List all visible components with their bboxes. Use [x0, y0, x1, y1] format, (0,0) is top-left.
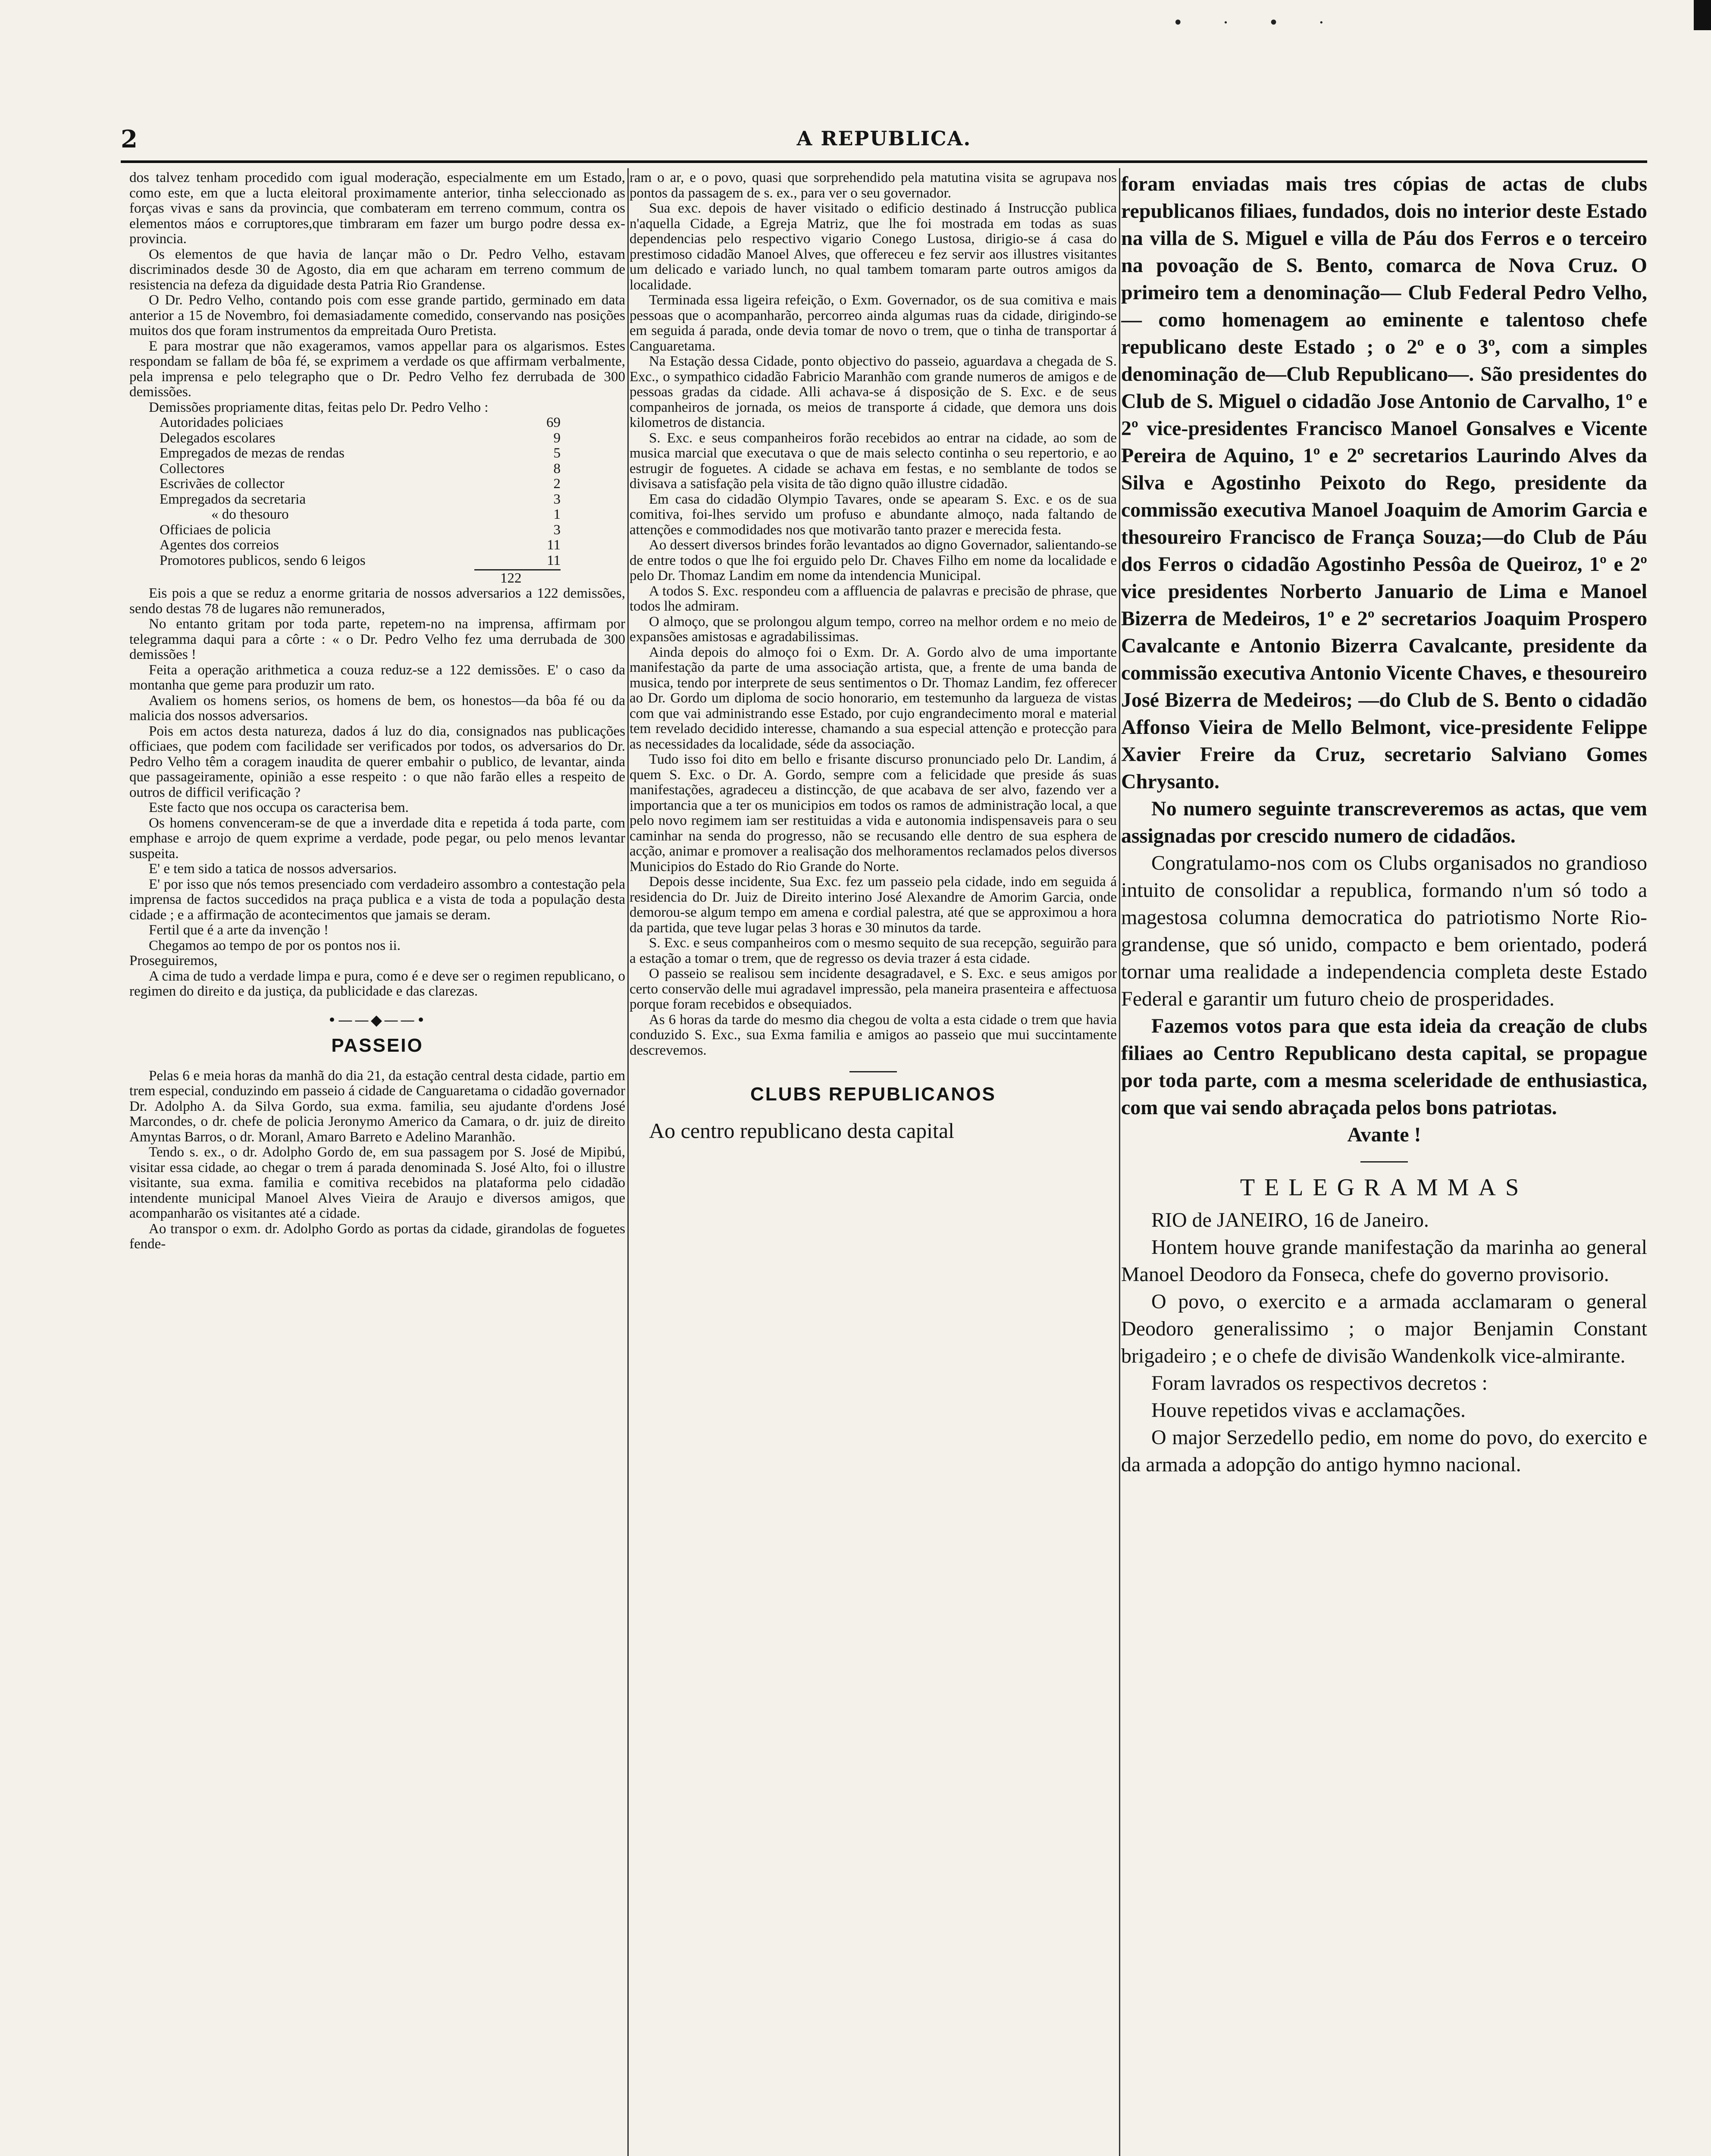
paragraph: Avaliem os homens serios, os homens de bem, os honestos—da bôa fé ou da malicia dos nossos adversarios.: [129, 693, 625, 724]
paragraph: Sua exc. depois de haver visitado o edificio destinado á Instrucção publica n'aquella Cidade, a Egreja Matriz, que lhe foi mostrada em todas as suas dependencias pelo respectivo vigario Conego Lustosa, dirigio-se á casa do prestimoso cidadão Manoel Alves, que offereceu e fez servir aos illustres visitantes um delicado e variado lunch, no qual tambem tomaram parte outros amigos da localidade.: [630, 201, 1117, 293]
paragraph: E' e tem sido a tatica de nossos adversarios.: [149, 861, 397, 877]
ornament-divider: •——◆——•: [327, 1011, 427, 1029]
column-3: [1121, 170, 1647, 2156]
paragraph: Tudo isso foi dito em bello e frisante discurso pronunciado pelo Dr. Landim, á quem S. Exc. o Dr. A. Gordo, sempre com a felicidade que preside ás suas manifestações, agradeceu a distincção, de que acabava de ser alvo, fazendo ver a importancia que a ter os municipios em todos os ramos de administração local, a que pelo novo regimem iam ser restituidas a vida e autonomia indispensaveis para o seu caminhar na senda do progresso, não se recusando elle dentro de sua esphera de acção, animar e promover a realisação dos melhoramentos reclamados pelos diversos Municipios do Estado do Rio Grande do Norte.: [630, 752, 1117, 874]
paragraph: Em casa do cidadão Olympio Tavares, onde se apearam S. Exc. e os de sua comitiva, foi-lhes servido um profuso e abundante almoço, nada faltando de attenções e commodidades nos que motivarão tanto prazer e merecida festa.: [630, 491, 1117, 538]
paragraph: No numero seguinte transcreveremos as actas, que vem assignadas por crescido numero de cidadãos.: [1121, 797, 1647, 847]
paragraph: Chegamos ao tempo de por os pontos nos ii.: [149, 937, 401, 953]
paragraph: No entanto gritam por toda parte, repetem-no na imprensa, affirmam por telegramma daqui para a côrte : « o Dr. Pedro Velho fez uma derrubada de 300 demissões !: [129, 616, 625, 662]
section-rule: [1360, 1161, 1408, 1163]
paragraph: Os homens convenceram-se de que a inverdade dita e repetida á toda parte, com emphase e arrojo de quem exprime a verdade, pode pegar, ou pelo menos levantar suspeita.: [129, 815, 625, 862]
table-row: Agentes dos correios 11: [160, 537, 561, 553]
table-row: Officiaes de policia 3: [160, 522, 561, 538]
paragraph: Hontem houve grande manifestação da marinha ao general Manoel Deodoro da Fonseca, chefe do governo provisorio.: [1121, 1236, 1647, 1286]
paragraph: Eis pois a que se reduz a enorme gritaria de nossos adversarios a 122 demissões, sendo destas 78 de lugares não remunerados,: [129, 586, 625, 617]
paragraph: O passeio se realisou sem incidente desagradavel, e S. Exc. e seus amigos por certo conservão delle mui agradavel impressão, pela maneira prasenteira e affectuosa porque foram recebidos e obsequiados.: [630, 966, 1117, 1012]
table-row: Collectores 8: [160, 461, 561, 476]
paragraph: Fazemos votos para que esta ideia da creação de clubs filiaes ao Centro Republicano desta capital, se propague por toda parte, com a mesma sceleridade de enthusiastica, com que vai sendo abraçada pelos bons patriotas.: [1121, 1015, 1647, 1119]
paragraph: Os elementos de que havia de lançar mão o Dr. Pedro Velho, estavam discriminados desde 30 de Agosto, dia em que acharam em terreno commum de resistencia na defeza da diguidade desta Patria Rio Grandense.: [129, 246, 625, 293]
paragraph: Proseguiremos,: [129, 953, 218, 968]
paragraph: Este facto que nos occupa os caracterisa bem.: [149, 800, 409, 815]
print-specks: • · • ·: [1173, 13, 1341, 33]
section-title-passeio: PASSEIO: [331, 1034, 423, 1056]
paragraph: O povo, o exercito e a armada acclamaram o general Deodoro generalissimo ; o major Benjamin Constant brigadeiro ; e o chefe de divisão Wandenkolk vice-almirante.: [1121, 1290, 1647, 1367]
paragraph: A todos S. Exc. respondeu com a affluencia de palavras e precisão de phrase, que todos lhe admiram.: [630, 583, 1117, 614]
column-rule-2: [1119, 168, 1120, 2156]
table-row: Empregados de mezas de rendas 5: [160, 445, 561, 461]
table-row: Autoridades policiaes 69: [160, 415, 561, 430]
paragraph: ram o ar, e o povo, quasi que sorprehendido pela matutina visita se agrupava nos pontos da passagem de s. ex., para ver o seu governador.: [630, 170, 1117, 201]
paragraph: dos talvez tenham procedido com igual moderação, especialmente em um Estado, como este, em que a lucta eleitoral proximamente anterior, tinha seleccionado as forças vivas e sans da provincia, que combateram em terreno commum, contra os elementos máos e corruptores,que timbraram em fazer um burgo podre dessa ex-provincia.: [129, 170, 625, 247]
page-number: 2: [121, 125, 138, 154]
section-title-telegrammas: TELEGRAMMAS: [1240, 1174, 1529, 1201]
section-title-clubs: CLUBS REPUBLICANOS: [750, 1084, 996, 1105]
table-row: « do thesouro 1: [211, 507, 561, 522]
paragraph: Pois em actos desta natureza, dados á luz do dia, consignados nas publicações officiaes, que podem com facilidade ser verificados por todos, os adversarios do Dr. Pedro Velho têm a coragem inaudita de querer embahir o publico, de levantar, ainda que passageiramente, opinião a esse respeito : o que não farão elles a respeito de outros de difficil verificação ?: [129, 723, 625, 800]
table-total: 122: [500, 570, 522, 586]
paragraph: Ao centro republicano desta capital: [649, 1119, 955, 1143]
paragraph: E para mostrar que não exageramos, vamos appellar para os algarismos. Estes respondam se fallam de bôa fé, se exprimem a verdade os que affirmam verbalmente, pela imprensa e pelo telegrapho que o Dr. Pedro Velho fez derrubada de 300 demissões.: [129, 338, 625, 400]
paragraph: Terminada essa ligeira refeição, o Exm. Governador, os de sua comitiva e mais pessoas que o acompanharão, percorreo ainda algumas ruas da cidade, dirigindo-se em seguida á parada, onde devia tomar de novo o trem, que o tinha de transportar á Canguaretama.: [630, 292, 1117, 354]
paragraph: E' por isso que nós temos presenciado com verdadeiro assombro a contestação pela imprensa de factos succedidos na praça publica e a vista de toda a população desta cidade ; e a affirmação de acontecimentos que jamais se deram.: [129, 876, 625, 923]
paragraph: Foram lavrados os respectivos decretos :: [1151, 1372, 1488, 1395]
paragraph: Feita a operação arithmetica a couza reduz-se a 122 demissões. E' o caso da montanha que geme para produzir um rato.: [129, 662, 625, 693]
closing-line: Avante !: [1347, 1123, 1421, 1146]
paragraph: Congratulamo-nos com os Clubs organisados no grandioso intuito de consolidar a republica, formando n'um só todo a magestosa columna democratica do patriotismo Norte Rio-grandense, que só unido, compacto e bem orientado, poderá tornar uma realidade a independencia completa deste Estado Federal e garantir um futuro cheio de prosperidades.: [1121, 852, 1647, 1010]
paragraph: Depois desse incidente, Sua Exc. fez um passeio pela cidade, indo em seguida á residencia do Dr. Juiz de Direito interino José Alexandre de Amorim Garcia, onde demorou-se algum tempo em amena e cordial palestra, até que se approximou a hora da partida, que teve lugar pelas 3 horas e 30 minutos da tarde.: [630, 874, 1117, 936]
column-rule-1: [627, 168, 629, 2156]
newspaper-title: A REPUBLICA.: [796, 127, 971, 150]
paragraph: Pelas 6 e meia horas da manhã do dia 21, da estação central desta cidade, partio em trem especial, conduzindo em passeio á cidade de Canguaretama o cidadão governador Dr. Adolpho A. da Silva Gordo, sua exma. familia, seu ajudante d'ordens José Marcondes, o dr. chefe de policia Jeronymo Americo da Camara, o dr. juiz de direito Amyntas Barros, o dr. Moranl, Amaro Barreto e Adelino Maranhão.: [129, 1068, 625, 1145]
paragraph: Ao dessert diversos brindes forão levantados ao digno Governador, salientando-se de entre todos o que lhe foi erguido pelo Dr. Chaves Filho em nome da localidade e pelo Dr. Thomaz Landim em nome da intendencia Municipal.: [630, 537, 1117, 583]
masthead: [121, 125, 1647, 155]
header-rule: [121, 160, 1647, 163]
table-row: Empregados da secretaria 3: [160, 491, 561, 507]
paragraph: Ao transpor o exm. dr. Adolpho Gordo as portas da cidade, girandolas de foguetes fende-: [129, 1221, 625, 1252]
paragraph: As 6 horas da tarde do mesmo dia chegou de volta a esta cidade o trem que havia conduzido S. Exc., sua Exma familia e amigos ao passeio que mui succintamente descrevemos.: [630, 1012, 1117, 1058]
paragraph: S. Exc. e seus companheiros com o mesmo sequito de sua recepção, seguirão para a estação a tomar o trem, que de regresso os devia trazer á esta cidade.: [630, 935, 1117, 966]
paragraph: Tendo s. ex., o dr. Adolpho Gordo de, em sua passagem por S. José de Mipibú, visitar essa cidade, ao chegar o trem á parada denominada S. José Alto, foi o illustre visitante, sua exma. familia e comitiva recebidos na plataforma pelo cidadão intendente municipal Manoel Alves Vieira de Araujo e diversos amigos, que acompanharão os visitantes até a cidade.: [129, 1144, 625, 1221]
paragraph: A cima de tudo a verdade limpa e pura, como é e deve ser o regimen republicano, o regimen do direito e da justiça, da publicidade e das clarezas.: [129, 968, 625, 999]
paragraph: Na Estação dessa Cidade, ponto objectivo do passeio, aguardava a chegada de S. Exc., o sympathico cidadão Fabricio Maranhão com grande numeros de amigos e de pessoas gradas da cidade. Alli achava-se á disposição de S. Exc. e de seus companheiros de jornada, os meios de transporte á cidade, que demora uns dois kilometros de distancia.: [630, 354, 1117, 430]
paragraph: S. Exc. e seus companheiros forão recebidos ao entrar na cidade, ao som de musica marcial que executava o que de mais selecto continha o seu repertorio, e ao estrugir de foguetes. A cidade se achava em festas, e no semblante de todos se divisava a satisfação pela visita de tão digno quão illustre cidadão.: [630, 430, 1117, 492]
column-1: [129, 170, 625, 2156]
scan-corner-mark: [1694, 0, 1711, 30]
paragraph: Houve repetidos vivas e acclamações.: [1151, 1399, 1466, 1422]
paragraph: O major Serzedello pedio, em nome do povo, do exercito e da armada a adopção do antigo hymno nacional.: [1121, 1426, 1647, 1476]
paragraph: foram enviadas mais tres cópias de actas de clubs republicanos filiaes, fundados, dois no interior deste Estado na villa de S. Miguel e villa de Páu dos Ferros e o terceiro na povoação de S. Bento, comarca de Nova Cruz. O primeiro tem a denominação— Club Federal Pedro Velho,— como homenagem ao eminente e talentoso chefe republicano deste Estado ; o 2º e o 3º, com a simples denominação de—Club Republicano—. São presidentes do Club de S. Miguel o cidadão Jose Antonio de Carvalho, 1º e 2º vice-presidentes Francisco Manoel Gonsalves e Vicente Pereira de Aquino, 1º e 2º secretarios Laurindo Alves da Silva e Agostinho Peixoto do Rego, presidente da commissão executiva Manoel Joaquim de Amorim Garcia e thesoureiro Francisco de França Souza;—do Club de Páu dos Ferros o cidadão Agostinho Pessôa de Queiroz, 1º e 2º vice presidentes Norberto Januario de Lima e Manoel Bizerra de Medeiros, 1º e 2º secretarios Joaquim Prospero Cavalcante e Antonio Bizerra Cavalcante, presidente da commissão executiva Antonio Vicente Chaves, e thesoureiro José Bizerra de Medeiros; —do Club de S. Bento o cidadão Affonso Vieira de Mello Belmont, vice-presidente Felippe Xavier Freire da Cruz, secretario Salviano Gomes Chrysanto.: [1121, 172, 1647, 793]
table-row: Delegados escolares 9: [160, 430, 561, 446]
column-2: [630, 170, 1117, 2156]
section-rule: [849, 1071, 897, 1072]
paragraph: O almoço, que se prolongou algum tempo, correo na melhor ordem e no meio de expansões amistosas e agradabilissimas.: [630, 614, 1117, 645]
dateline: RIO de JANEIRO, 16 de Janeiro.: [1151, 1209, 1429, 1232]
paragraph: O Dr. Pedro Velho, contando pois com esse grande partido, germinado em data anterior a 15 de Novembro, foi demasiadamente comedido, conservando nas posições muitos dos que foram instrumentos da empreitada Ouro Pretista.: [129, 292, 625, 338]
table-row: Escrivães de collector 2: [160, 476, 561, 492]
dismissals-table: [160, 415, 561, 568]
table-row: Promotores publicos, sendo 6 leigos 11: [160, 552, 561, 568]
paragraph: Demissões propriamente ditas, feitas pelo Dr. Pedro Velho :: [149, 399, 489, 415]
paragraph: Fertil que é a arte da invenção !: [149, 922, 329, 938]
paragraph: Ainda depois do almoço foi o Exm. Dr. A. Gordo alvo de uma importante manifestação da parte de uma associação artista, que, a frente de uma banda de musica, tendo por interprete de seus sentimentos o Dr. Thomaz Landim, fez offerecer ao Dr. Gordo um diploma de socio honorario, em testemunho da largueza de vistas com que vai administrando esse Estado, por cujo engrandecimento moral e material tem revelado decidido interesse, chamando a sua especial attenção e protecção para as necessidades da localidade, séde da associação.: [630, 644, 1117, 752]
